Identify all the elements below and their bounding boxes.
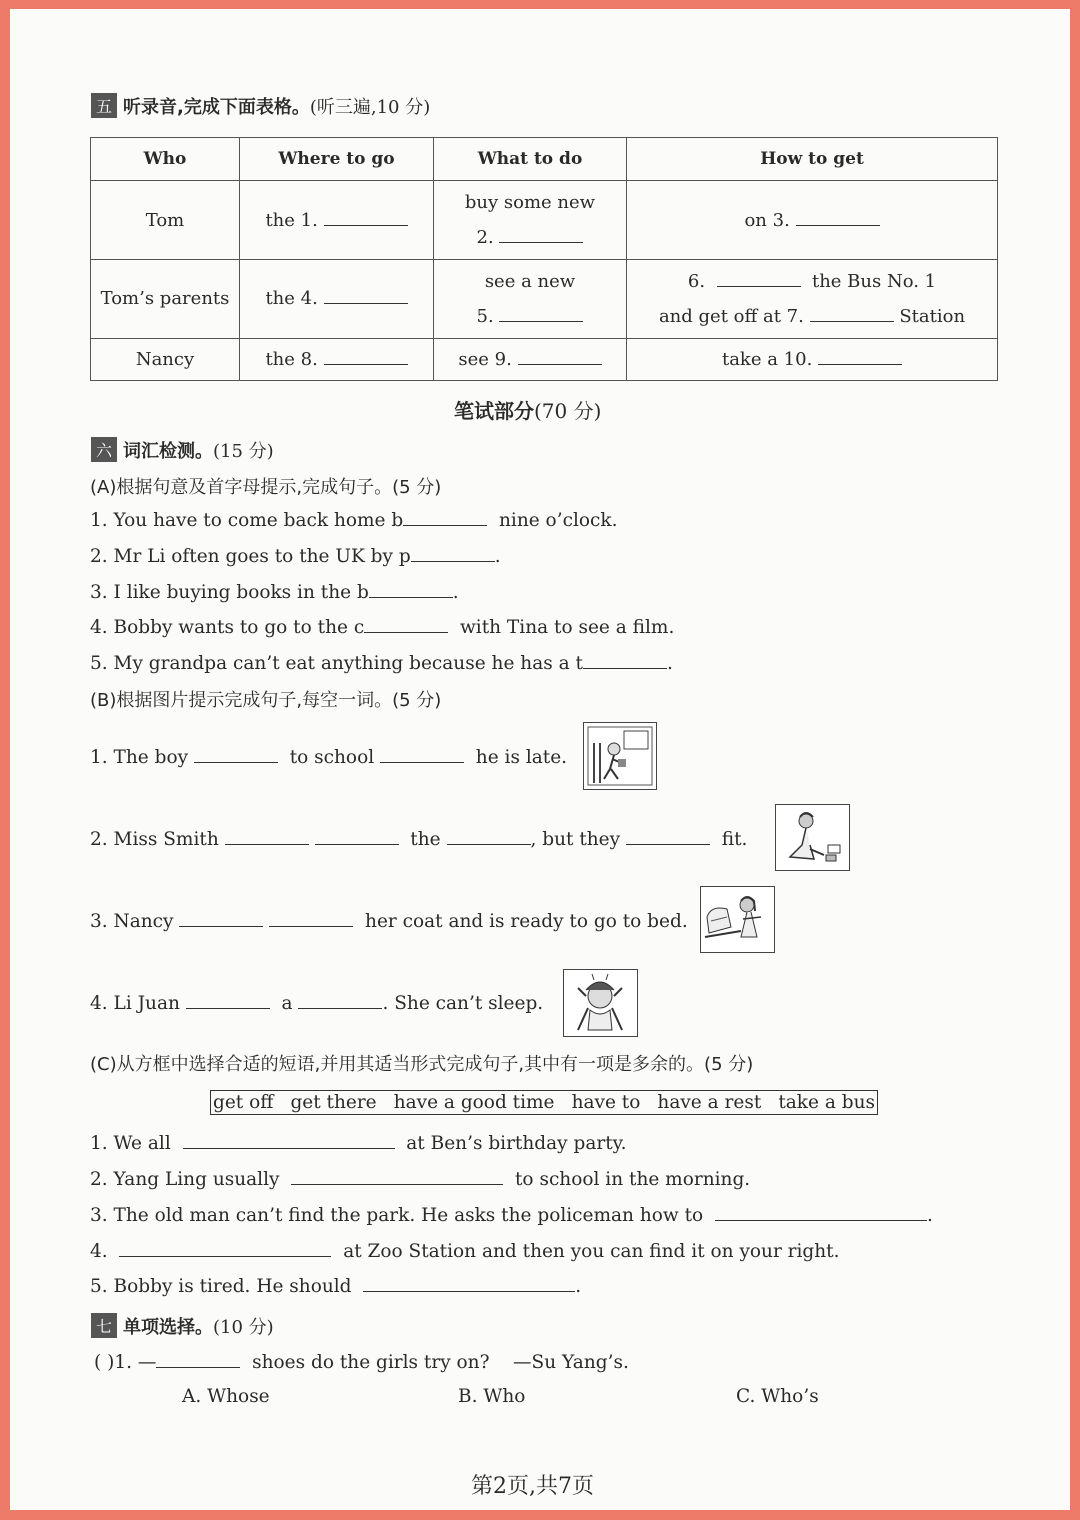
part-c-instructions: (C)从方框中选择合适的短语,并用其适当形式完成句子,其中有一项是多余的。(5 分): [90, 1054, 754, 1075]
table-header-row: [91, 138, 998, 181]
question-text-end: .: [926, 1205, 933, 1226]
question-b3: [90, 910, 688, 932]
table-row: [91, 181, 998, 260]
phrase-option: get there: [290, 1092, 377, 1113]
question-b2: [90, 828, 747, 850]
written-points: (70 分): [534, 399, 602, 423]
header-who: Who: [91, 138, 240, 181]
question-text-end: .: [452, 582, 459, 603]
cell-who: Nancy: [91, 338, 240, 380]
question-reply: —Su Yang’s.: [513, 1352, 629, 1373]
answer-blank-8[interactable]: [324, 348, 408, 365]
answer-blank-3[interactable]: [796, 209, 880, 226]
cell-how: [627, 181, 998, 260]
question-text-end: at Zoo Station and then you can find it on your right.: [343, 1241, 840, 1262]
question-text: 4. Bobby wants to go to the c: [90, 617, 365, 638]
picture-boy-running-late: [583, 722, 657, 790]
picture-woman-trying-shoes: [775, 804, 850, 871]
question-text: 1. We all: [90, 1133, 171, 1154]
question-text: 1. The boy: [90, 747, 189, 768]
question-text-end: . She can’t sleep.: [382, 993, 544, 1014]
answer-blank[interactable]: [315, 828, 399, 845]
question-a4: [90, 616, 674, 638]
section5-title: 听录音,完成下面表格。: [123, 97, 310, 118]
answer-blank[interactable]: [298, 992, 382, 1009]
header-how: How to get: [627, 138, 998, 181]
written-title-text: 笔试部分: [454, 399, 534, 423]
question-b4: [90, 992, 543, 1014]
section7-title: 单项选择。: [123, 1317, 214, 1338]
answer-blank-5[interactable]: [499, 305, 583, 322]
answer-blank[interactable]: [156, 1351, 240, 1368]
cell-where: [240, 259, 434, 338]
phrase-option: have to: [571, 1092, 641, 1113]
worksheet-page: [10, 9, 1070, 1510]
answer-blank[interactable]: [364, 616, 448, 633]
cell-what: [434, 259, 627, 338]
answer-blank[interactable]: [380, 746, 464, 763]
table-row: [91, 338, 998, 380]
answer-blank[interactable]: [363, 1275, 575, 1292]
question-text-end: nine o’clock.: [498, 510, 618, 531]
cell-who: Tom’s parents: [91, 259, 240, 338]
answer-blank[interactable]: [179, 910, 263, 927]
part-b-instructions: (B)根据图片提示完成句子,每空一词。(5 分): [90, 690, 442, 711]
cell-what: [434, 181, 627, 260]
answer-blank[interactable]: [447, 828, 531, 845]
question-a2: [90, 545, 501, 567]
question-text: 3. Nancy: [90, 911, 174, 932]
question-text-end: at Ben’s birthday party.: [406, 1133, 627, 1154]
question-text: 1. You have to come back home b: [90, 510, 404, 531]
question-text-end: with Tina to see a film.: [459, 617, 675, 638]
question-text: , but they: [530, 829, 621, 850]
section6-note: (15 分): [213, 441, 274, 462]
table-row: [91, 259, 998, 338]
picture-girl-by-bed: [700, 886, 775, 953]
section7-note: (10 分): [213, 1317, 274, 1338]
section5-number: 五: [91, 93, 117, 118]
answer-blank-7[interactable]: [810, 305, 894, 322]
answer-paren[interactable]: ( )1. —: [94, 1352, 157, 1373]
section6-heading: [91, 437, 274, 463]
answer-blank-4[interactable]: [324, 287, 408, 304]
section7-number: 七: [91, 1313, 117, 1338]
cell-what-line1: see a new: [484, 270, 576, 292]
answer-blank[interactable]: [715, 1204, 927, 1221]
question-mc1: [94, 1351, 629, 1373]
answer-blank[interactable]: [225, 828, 309, 845]
cell-how: [627, 338, 998, 380]
question-a5: [90, 652, 673, 674]
cell-how-line1b: the Bus No. 1: [811, 270, 937, 292]
listening-table: [90, 137, 998, 381]
answer-blank[interactable]: [411, 545, 495, 562]
section5-note: (听三遍,10 分): [309, 97, 431, 118]
answer-blank[interactable]: [583, 652, 667, 669]
cell-how: [627, 259, 998, 338]
cell-who: Tom: [91, 181, 240, 260]
question-text: 4.: [90, 1241, 108, 1262]
question-text: 3. The old man can’t find the park. He asks the policeman how to: [90, 1205, 704, 1226]
answer-blank[interactable]: [291, 1168, 503, 1185]
question-text: 4. Li Juan: [90, 993, 180, 1014]
answer-blank-1[interactable]: [324, 209, 408, 226]
cell-how-line2: and get off at 7.: [658, 305, 804, 327]
picture-girl-headache: [563, 969, 638, 1037]
question-a3: [90, 581, 459, 603]
section7-heading: [91, 1313, 274, 1339]
cell-how-line1: 6.: [687, 270, 706, 292]
answer-blank[interactable]: [626, 828, 710, 845]
question-text-end: .: [494, 546, 501, 567]
cell-where: [240, 181, 434, 260]
phrase-box: [210, 1090, 878, 1115]
header-where: Where to go: [240, 138, 434, 181]
cell-what-line2: 5.: [476, 305, 494, 327]
cell-where: [240, 338, 434, 380]
question-text-end: fit.: [721, 829, 748, 850]
cell-how-line2b: Station: [899, 305, 966, 327]
question-text: the: [410, 829, 441, 850]
cell-how-text: take a 10.: [721, 348, 813, 370]
cell-where-text: the 1.: [265, 209, 318, 231]
question-c5: [90, 1275, 581, 1297]
question-c2: [90, 1168, 750, 1190]
written-part-title: [454, 395, 601, 424]
question-text: 3. I like buying books in the b: [90, 582, 369, 603]
question-b1: [90, 746, 567, 768]
answer-blank-6[interactable]: [717, 270, 801, 287]
question-text: shoes do the girls try on?: [252, 1352, 490, 1373]
header-what: What to do: [434, 138, 627, 181]
cell-where-text: the 4.: [265, 288, 318, 310]
answer-blank-10[interactable]: [818, 348, 902, 365]
answer-blank[interactable]: [403, 509, 487, 526]
question-text: 2. Miss Smith: [90, 829, 219, 850]
section5-heading: [91, 93, 430, 119]
phrase-option: get off: [213, 1092, 274, 1113]
phrase-option: have a good time: [393, 1092, 555, 1113]
question-c1: [90, 1132, 627, 1154]
question-c4: [90, 1240, 840, 1262]
option-c[interactable]: C. Who’s: [736, 1386, 819, 1407]
answer-blank-2[interactable]: [499, 226, 583, 243]
page-footer: 第2页,共7页: [471, 1474, 594, 1499]
phrase-option: take a bus: [778, 1092, 875, 1113]
question-c3: [90, 1204, 933, 1226]
question-text-end: .: [575, 1276, 582, 1297]
question-text: 2. Mr Li often goes to the UK by p: [90, 546, 411, 567]
question-text-end: .: [666, 653, 673, 674]
cell-what-line1: buy some new: [464, 192, 596, 214]
section6-title: 词汇检测。: [123, 441, 214, 462]
answer-blank[interactable]: [269, 910, 353, 927]
question-text: to school: [289, 747, 375, 768]
cell-what-line2: 2.: [476, 227, 494, 249]
question-text: a: [281, 993, 293, 1014]
answer-blank[interactable]: [119, 1240, 331, 1257]
option-b[interactable]: B. Who: [458, 1386, 526, 1407]
question-a1: [90, 509, 617, 531]
cell-how-text: on 3.: [744, 209, 790, 231]
phrase-option: have a rest: [657, 1092, 762, 1113]
question-text: 2. Yang Ling usually: [90, 1169, 280, 1190]
question-text-end: to school in the morning.: [515, 1169, 751, 1190]
question-text: 5. Bobby is tired. He should: [90, 1276, 352, 1297]
answer-blank[interactable]: [369, 581, 453, 598]
answer-blank[interactable]: [194, 746, 278, 763]
cell-what: [434, 338, 627, 380]
cell-where-text: the 8.: [265, 348, 318, 370]
question-text-end: he is late.: [475, 747, 568, 768]
answer-blank-9[interactable]: [518, 348, 602, 365]
answer-blank[interactable]: [183, 1132, 395, 1149]
part-a-instructions: (A)根据句意及首字母提示,完成句子。(5 分): [90, 477, 442, 498]
answer-blank[interactable]: [186, 992, 270, 1009]
cell-what-text: see 9.: [458, 348, 512, 370]
question-text: 5. My grandpa can’t eat anything because he has a t: [90, 653, 583, 674]
section6-number: 六: [91, 437, 117, 462]
option-a[interactable]: A. Whose: [182, 1386, 270, 1407]
question-text-end: her coat and is ready to go to bed.: [365, 911, 688, 932]
